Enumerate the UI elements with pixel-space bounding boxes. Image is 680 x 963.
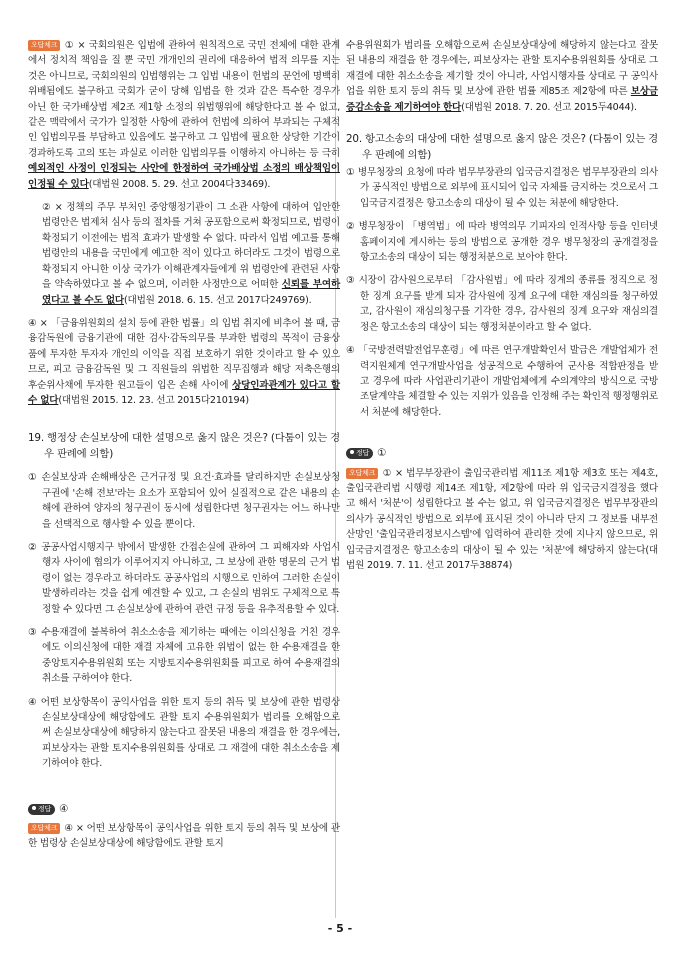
left-column — [28, 38, 340, 852]
answer-line — [346, 446, 658, 461]
answer-tag: 정답 — [346, 448, 373, 459]
key-point: 보상금증감소송을 제기하여야 한다 — [346, 86, 658, 113]
check-tag: 오답체크 — [28, 823, 60, 834]
key-point: 신뢰를 부여하였다고 볼 수도 없다 — [42, 279, 341, 306]
key-point: 예외적인 사정이 인정되는 사안에 한정하여 국가배상법 소정의 배상책임이 인정될 수 있다 — [28, 163, 340, 190]
answer-value: ④ — [59, 802, 69, 815]
answer-value: ① — [377, 447, 387, 460]
explanation-paragraph: 오답체크 ① × 국회의원은 입법에 관하여 원칙적으로 국민 전체에 대한 관계에서 정치적 책임을 질 뿐 국민 개개인의 권리에 대응하여 법적 의무를 지는 것은 아니므로, 국회의원의 입법행위는 그 입법 내용이 헌법의 문언에 명백히 위배됨에도 불구하고 국회가 굳이 당해 입법을 한 것과 같은 특수한 경우가 아닌 한 국가배상법 제2조 제1항 소정의 위법행위에 해당한다고 볼 수 없고, 같은 맥락에서 국가가 일정한 사항에 관하여 헌법에 의하여 부과되는 구체적인 입법의무를 부담하고 있음에도 불구하고 그 입법에 필요한 상당한 기간이 경과하도록 고의 또는 과실로 이러한 입법의무를 이행하지 아니하는 등 극히 예외적인 사정이 인정되는 사안에 한정하여 국가배상법 소정의 배상책임이 인정될 수 있다(대법원 2008. 5. 29. 선고 2004다33469). — [28, 40, 340, 190]
answer-line — [28, 802, 340, 817]
question-20: 20. 항고소송의 대상에 대한 설명으로 옳지 않은 것은? (다툼이 있는 경우 판례에 의함) — [346, 133, 658, 162]
check-tag: 오답체크 — [28, 40, 60, 51]
option-2: ② 공공사업시행지구 밖에서 발생한 간접손실에 관하여 그 피해자와 사업시행자 사이에 협의가 이루어지지 아니하고, 그 보상에 관한 명문의 근거 법령이 없는 경우라고 하더라도 공공사업의 시행으로 인하여 그러한 손실이 발생하리라는 것을 쉽게 예견할 수 있고, 그 손실의 범위도 구체적으로 특정할 수 있다면 그 손실보상에 관하여 관련 규정 등을 유추적용할 수 있다. — [28, 541, 340, 615]
check-tag: 오답체크 — [346, 468, 378, 479]
page-number: - 5 - — [327, 922, 353, 935]
option-1: ① 손실보상과 손해배상은 근거규정 및 요건·효과를 달리하지만 손실보상청구권에 '손해 전보'라는 요소가 포함되어 있어 실질적으로 같은 내용의 손해에 관하여 양자의 청구권이 동시에 성립한다면 청구권자는 어느 하나만을 선택적으로 행사할 수 있을 뿐이다. — [28, 472, 340, 530]
option-1: ① 병무청장의 요청에 따라 법무부장관의 입국금지결정은 법무부장관의 의사가 공식적인 방법으로 외부에 표시되어 입국 자체를 금지하는 것으로서 그 입국금지결정은 항고소송의 대상이 될 수 있는 처분에 해당한다. — [346, 167, 658, 209]
option-3: ③ 수용재결에 불복하여 취소소송을 제기하는 때에는 이의신청을 거친 경우에도 이의신청에 대한 재결 자체에 고유한 위법이 없는 한 수용재결을 한 중앙토지수용위원회 또는 지방토지수용위원회를 피고로 하여 수용재결의 취소를 구하여야 한다. — [28, 627, 340, 685]
key-point: 상당인과관계가 있다고 할 수 없다 — [28, 379, 340, 406]
option-4: ④ 어떤 보상항목이 공익사업을 위한 토지 등의 취득 및 보상에 관한 법령상 손실보상대상에 해당함에도 관할 토지 수용위원회가 법리를 오해함으로써 손실보상대상에 해당하지 않는다고 잘못된 내용의 재결을 한 경우에는, 피보상자는 관할 토지수용위원회를 상대로 그 재결에 대한 취소소송을 제기하여야 한다. — [28, 696, 340, 770]
option-4: ④ 「국방전력발전업무훈령」에 따른 연구개발확인서 발급은 개발업체가 전력지원체계 연구개발사업을 성공적으로 수행하여 군사용 적합판정을 받고 경우에 따라 사업관리기관이 개발업체에게 수의계약의 방식으로 국방조달계약을 체결할 수 있는 지위가 있음을 인정해 주는 확인적 행정행위로서 처분에 해당한다. — [346, 345, 658, 418]
answer-explanation: 오답체크 ① × 법무부장관이 출입국관리법 제11조 제1항 제3호 또는 제4호, 출입국관리법 시행령 제14조 제1항, 제2항에 따라 위 입국금지결정을 했다고 해서 '처분'이 성립한다고 볼 수는 없고, 위 입국금지결정은 법무부장관의 의사가 공식적인 방법으로 외부에 표시된 것이 아니라 단지 그 정보를 내부전산망인 '출입국관리정보시스템'에 입력하여 관리한 것에 지나지 않으므로, 위 입국금지결정은 항고소송의 대상이 될 수 있는 '처분'에 해당하지 않는다(대법원 2019. 7. 11. 선고 2017두38874) — [346, 467, 658, 571]
question-19: 19. 행정상 손실보상에 대한 설명으로 옳지 않은 것은? (다툼이 있는 경우 판례에 의함) — [28, 432, 340, 461]
answer-explanation: 오답체크 ④ × 어떤 보상항목이 공익사업을 위한 토지 등의 취득 및 보상에 관한 법령상 손실보상대상에 해당함에도 관할 토지 — [28, 823, 340, 850]
explanation-paragraph: ④ × 「금융위원회의 설치 등에 관한 법률」의 입법 취지에 비추어 볼 때, 금융감독원에 금융기관에 대한 검사·감독의무를 부과한 법령의 목적이 금융상품에 투자한 투자자 개인의 이익을 직접 보호하기 위한 것이라고 할 수 있으므로, 피고 금융감독원 및 그 직원들의 위법한 직무집행과 해당 저축은행의 후순위사채에 투자한 원고들이 입은 손해 사이에 상당인과관계가 있다고 할 수 없다(대법원 2015. 12. 23. 선고 2015다210194) — [28, 317, 340, 406]
answer-tag: 정답 — [28, 804, 55, 815]
explanation-continuation: 수용위원회가 법리를 오해함으로써 손실보상대상에 해당하지 않는다고 잘못된 내용의 재결을 한 경우에는, 피보상자는 관할 토지수용위원회를 상대로 그 재결에 대한 취소소송을 제기할 것이 아니라, 사업시행자를 상대로 구 공익사업을 위한 토지 등의 취득 및 보상에 관한 법률 제85조 제2항에 따른 보상금증감소송을 제기하여야 한다(대법원 2018. 7. 20. 선고 2015두4044). — [346, 40, 658, 113]
option-2: ② 병무청장이 「병역법」에 따라 병역의무 기피자의 인적사항 등을 인터넷 홈페이지에 게시하는 등의 방법으로 공개한 경우 병무청장의 공개결정을 항고소송의 대상이 되는 행정처분으로 보아야 한다. — [346, 221, 658, 264]
explanation-paragraph: ② × 정책의 주무 부처인 중앙행정기관이 그 소관 사항에 대하여 입안한 법령안은 법제처 심사 등의 절차를 거쳐 공포함으로써 확정되므로, 법령이 확정되기 이전에는 법적 효과가 발생할 수 없다. 따라서 입법 예고를 통해 법령안의 내용을 국민에게 예고한 적이 있다고 하더라도 그것이 법령으로 확정되지 아니한 이상 국가가 이해관계자들에게 위 법령안에 관련된 사항을 약속하였다고 볼 수 없으며, 이러한 사정만으로 어떠한 신뢰를 부여하였다고 볼 수도 없다(대법원 2018. 6. 15. 선고 2017다249769). — [42, 202, 341, 306]
right-column — [346, 38, 658, 573]
option-3: ③ 시장이 감사원으로부터 「감사원법」에 따라 징계의 종류를 정직으로 정한 징계 요구를 받게 되자 감사원에 징계 요구에 대한 재심의를 청구하였고, 감사원이 재심의청구를 기각한 경우, 감사원의 징계 요구와 재심의결정은 항고소송의 대상이 되는 행정처분이라고 할 수 없다. — [346, 275, 658, 333]
